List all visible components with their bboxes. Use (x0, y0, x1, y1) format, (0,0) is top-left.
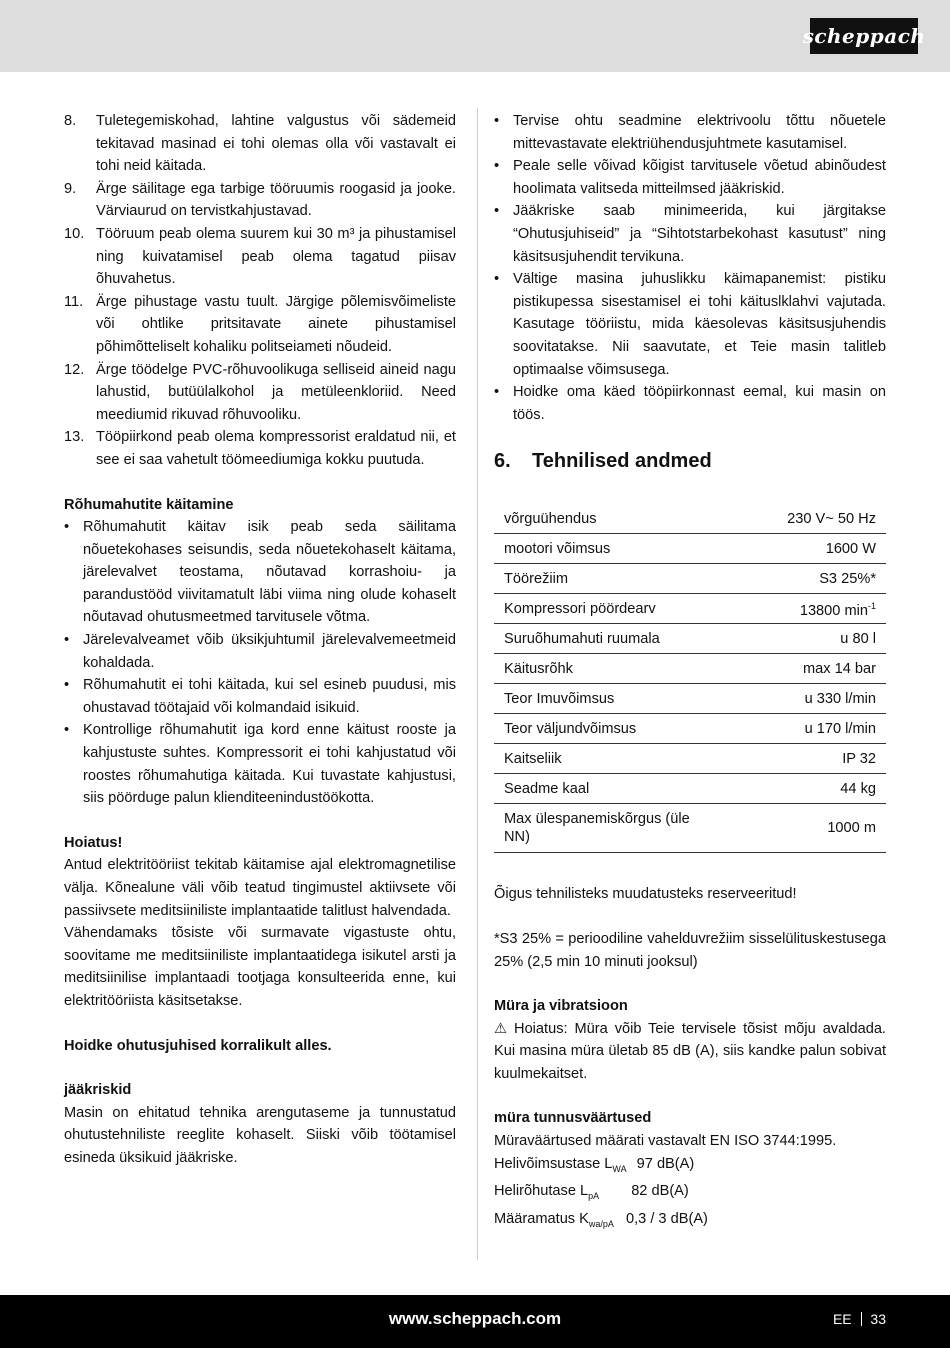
table-row (494, 594, 886, 624)
noise-warning (494, 1018, 886, 1086)
spec-label: Suruõhumahuti ruumala (494, 624, 714, 654)
noise-value-subscript: WA (612, 1163, 627, 1174)
section-heading (494, 448, 886, 474)
table-row (494, 714, 886, 744)
bullet-icon: • (494, 158, 500, 175)
safety-numbered-list (64, 110, 456, 472)
noise-value-subscript: wa/pA (588, 1218, 614, 1229)
spec-value: 1600 W (714, 534, 886, 564)
list-item (494, 110, 886, 155)
list-item (64, 223, 456, 291)
technical-data-table (494, 504, 886, 853)
noise-value-label: Helirõhutase L (494, 1183, 589, 1200)
spec-label: Kaitseliik (494, 744, 714, 774)
spec-value: u 80 l (714, 624, 886, 654)
noise-heading: Müra ja vibratsioon (494, 998, 628, 1015)
right-column (494, 110, 886, 1235)
page-number-value: 33 (870, 1311, 886, 1327)
item-text: Peale selle võivad kõigist tarvitusele võetud abinõudest hoolimata valitseda mitteilmsed jääkriskid. (513, 158, 886, 197)
noise-value: 0,3 / 3 dB(A) (625, 1210, 708, 1227)
item-text: Hoidke oma käed tööpiirkonnast eemal, kui masin on töös. (513, 384, 886, 423)
item-text: Tööruum peab olema suurem kui 30 m³ ja pihustamisel ning kuivatamisel peab olema tagatud piisav õhuvahetus. (96, 225, 456, 288)
table-row (494, 804, 886, 853)
item-text: Tervise ohtu seadmine elektrivoolu tõttu nõuetele mittevastavate elektriühendusjuhtmete kasutamisel. (513, 113, 886, 152)
residual-risks-list (494, 110, 886, 426)
bullet-icon: • (64, 519, 70, 536)
list-item (64, 110, 456, 178)
noise-standard: Müraväärtused määrati vastavalt EN ISO 3744:1995. (494, 1133, 837, 1150)
spec-value: 44 kg (714, 774, 886, 804)
spec-value: 1000 m (714, 804, 886, 853)
warning-paragraph: Antud elektritööriist tekitab käitamise ajal elektromagnetilise välja. Kõnealune väli võib teatud tingimustel aktiivsete või passiivsete meditsiiniliste implantaatide talitlust halvendada. (64, 857, 456, 919)
item-text: Ärge töödelge PVC-rõhuvoolikuga selliseid aineid nagu lahustid, butüülalkohol ja metüleenkloriid. Need meediumid rikuvad rõhuvooliku. (96, 361, 456, 423)
item-number: 11. (64, 293, 84, 310)
bullet-icon: • (494, 271, 500, 288)
spec-value-text: 13800 min (799, 603, 868, 620)
warning-triangle-icon: ⚠ (494, 1020, 508, 1037)
item-number: 10. (64, 225, 85, 242)
column-divider (477, 108, 478, 1260)
bullet-icon: • (494, 384, 500, 401)
table-row (494, 504, 886, 534)
list-item (64, 674, 456, 719)
list-item (64, 178, 456, 223)
table-row (494, 624, 886, 654)
item-text: Rõhumahutit ei tohi käitada, kui sel esineb puudusi, mis ohustavad töötajaid või kolmandaid isikuid. (83, 677, 456, 716)
spec-label: Seadme kaal (494, 774, 714, 804)
residual-risks-heading: jääkriskid (64, 1082, 132, 1099)
s3-note: *S3 25% = perioodiline vahelduvrežiim sisselülituskestusega 25% (2,5 min 10 minuti jooksul) (494, 930, 886, 970)
page-number (833, 1311, 886, 1327)
list-item (64, 426, 456, 471)
list-item (494, 381, 886, 426)
spec-value: u 330 l/min (714, 684, 886, 714)
noise-value-row (494, 1153, 886, 1181)
bullet-icon: • (494, 203, 500, 220)
spec-label: Teor Imuvõimsus (494, 684, 714, 714)
item-text: Ärge säilitage ega tarbige tööruumis roogasid ja jooke. Värviaurud on tervistkahjustavad. (96, 180, 456, 220)
item-number: 9. (64, 180, 77, 197)
item-text: Tööpiirkond peab olema kompressorist eraldatud nii, et see ei saa vahetult töömeediumiga kokku puutuda. (96, 429, 456, 468)
spec-label: Töörežiim (494, 564, 714, 594)
warning-paragraph: Vähendamaks tõsiste või surmavate vigastuste ohtu, soovitame me meditsiiniliste implantaatidega isikutel arsti ja meditsiinilise implantaadi tootjaga konsulteerida enne, kui elektritööriista käsitsetakse. (64, 925, 456, 1009)
scheppach-logo: scheppach (810, 18, 918, 54)
bullet-icon: • (494, 113, 500, 129)
noise-value: 82 dB(A) (631, 1183, 689, 1200)
list-item (64, 516, 456, 629)
list-item (64, 629, 456, 674)
item-number: 12. (64, 361, 85, 378)
left-column (64, 110, 456, 1170)
noise-value: 97 dB(A) (636, 1155, 695, 1172)
section-number: 6. (494, 450, 511, 473)
noise-value-row (494, 1208, 886, 1236)
spec-value-exponent: -1 (867, 601, 876, 612)
table-row (494, 684, 886, 714)
residual-risks-text: Masin on ehitatud tehnika arengutaseme ja tunnustatud ohutustehniliste reeglite kohaselt. Siiski võib töötamisel esineda üksikuid jääkriske. (64, 1104, 456, 1166)
section-title: Tehnilised andmed (532, 450, 712, 473)
noise-value-row (494, 1180, 886, 1208)
item-text: Jääkriske saab minimeerida, kui järgitakse “Ohutusjuhiseid” ja “Sihtotstarbekohast kasutust” ning käsitsusjuhendit tervikuna. (513, 203, 886, 265)
spec-label: mootori võimsus (494, 534, 714, 564)
table-row (494, 564, 886, 594)
table-row (494, 654, 886, 684)
item-text: Tuletegemiskohad, lahtine valgustus või sädemeid tekitavad masinad ei tohi olemas olla või vastavalt ei tohi neid käitada. (96, 113, 456, 175)
table-row (494, 774, 886, 804)
spec-label: Käitusrõhk (494, 654, 714, 684)
item-text: Rõhumahutit käitav isik peab seda säilitama nõuetekohases seisundis, seda nõuetekohaselt käitama, järelevalvet teostama, nõutavad korrashoiu- ja parandustööd viivitamatult läbi viima ning olude kohaselt nõutavad ohutusmeetmed tarvitusele võtma. (83, 519, 456, 626)
list-item (64, 359, 456, 427)
spec-label: Teor väljundvõimsus (494, 714, 714, 744)
tank-heading: Rõhumahutite käitamine (64, 496, 234, 513)
page-header (0, 0, 950, 72)
warning-heading: Hoiatus! (64, 834, 123, 851)
list-item (494, 200, 886, 268)
spec-label: Max ülespanemiskõrgus (üle NN) (494, 804, 714, 853)
noise-value-label: Helivõimsustase L (494, 1155, 613, 1172)
noise-value-subscript: pA (588, 1191, 600, 1202)
spec-value: max 14 bar (714, 654, 886, 684)
spec-value: S3 25%* (714, 564, 886, 594)
noise-warning-text: Hoiatus: Müra võib Teie tervisele tõsist mõju avaldada. Kui masina müra ületab 85 dB (A), siis kandke palun sobivat kuulmekaitset. (494, 1020, 886, 1082)
spec-value: 230 V~ 50 Hz (714, 504, 886, 534)
noise-value-label: Määramatus K (494, 1210, 589, 1227)
page-separator (861, 1312, 862, 1326)
website-link[interactable]: www.scheppach.com (388, 1309, 562, 1328)
item-number: 8. (64, 113, 77, 129)
bullet-icon: • (64, 632, 70, 649)
bullet-icon: • (64, 722, 70, 739)
list-item (494, 155, 886, 200)
reserve-note: Õigus tehnilisteks muudatusteks reserveeritud! (494, 886, 797, 903)
spec-label: võrguühendus (494, 504, 714, 534)
spec-value (714, 594, 886, 624)
table-row (494, 744, 886, 774)
table-row (494, 534, 886, 564)
bullet-icon: • (64, 677, 70, 694)
spec-value: IP 32 (714, 744, 886, 774)
item-text: Kontrollige rõhumahutit iga kord enne käitust rooste ja kahjustuste suhtes. Kompressorit ei tohi kahjustatud või roostes rõhumahutiga käitada. Kui tuvastate kahjustusi, siis pöörduge palun klienditeenindustöökotta. (83, 722, 456, 807)
item-text: Järelevalveamet võib üksikjuhtumil järelevalvemeetmeid kohaldada. (83, 632, 456, 671)
spec-value: u 170 l/min (714, 714, 886, 744)
item-text: Ärge pihustage vastu tuult. Järgige põlemisvõimeliste või ohtlike pritsitavate ainete pihustamisel põhimõtteliselt kohaliku politseiameti nõudeid. (96, 293, 456, 355)
language-code: EE (832, 1311, 852, 1327)
list-item (64, 291, 456, 359)
item-number: 13. (64, 429, 85, 446)
page-footer (0, 1295, 950, 1348)
item-text: Vältige masina juhuslikku käimapanemist: pistiku pistikupessa sisestamisel ei tohi käituslklahvi vajutada. Kasutage tööriistu, mida käesolevas käsitsusjuhendis soovitatakse. Nii saavutate, et Teie masin talitleb optimaalse võimsusega. (513, 271, 886, 378)
list-item (494, 268, 886, 381)
list-item (64, 719, 456, 809)
tank-bullet-list (64, 516, 456, 810)
keep-instructions-note: Hoidke ohutusjuhised korralikult alles. (64, 1037, 332, 1054)
noise-values-heading: müra tunnusväärtused (494, 1110, 652, 1127)
spec-label: Kompressori pöördearv (494, 594, 714, 624)
